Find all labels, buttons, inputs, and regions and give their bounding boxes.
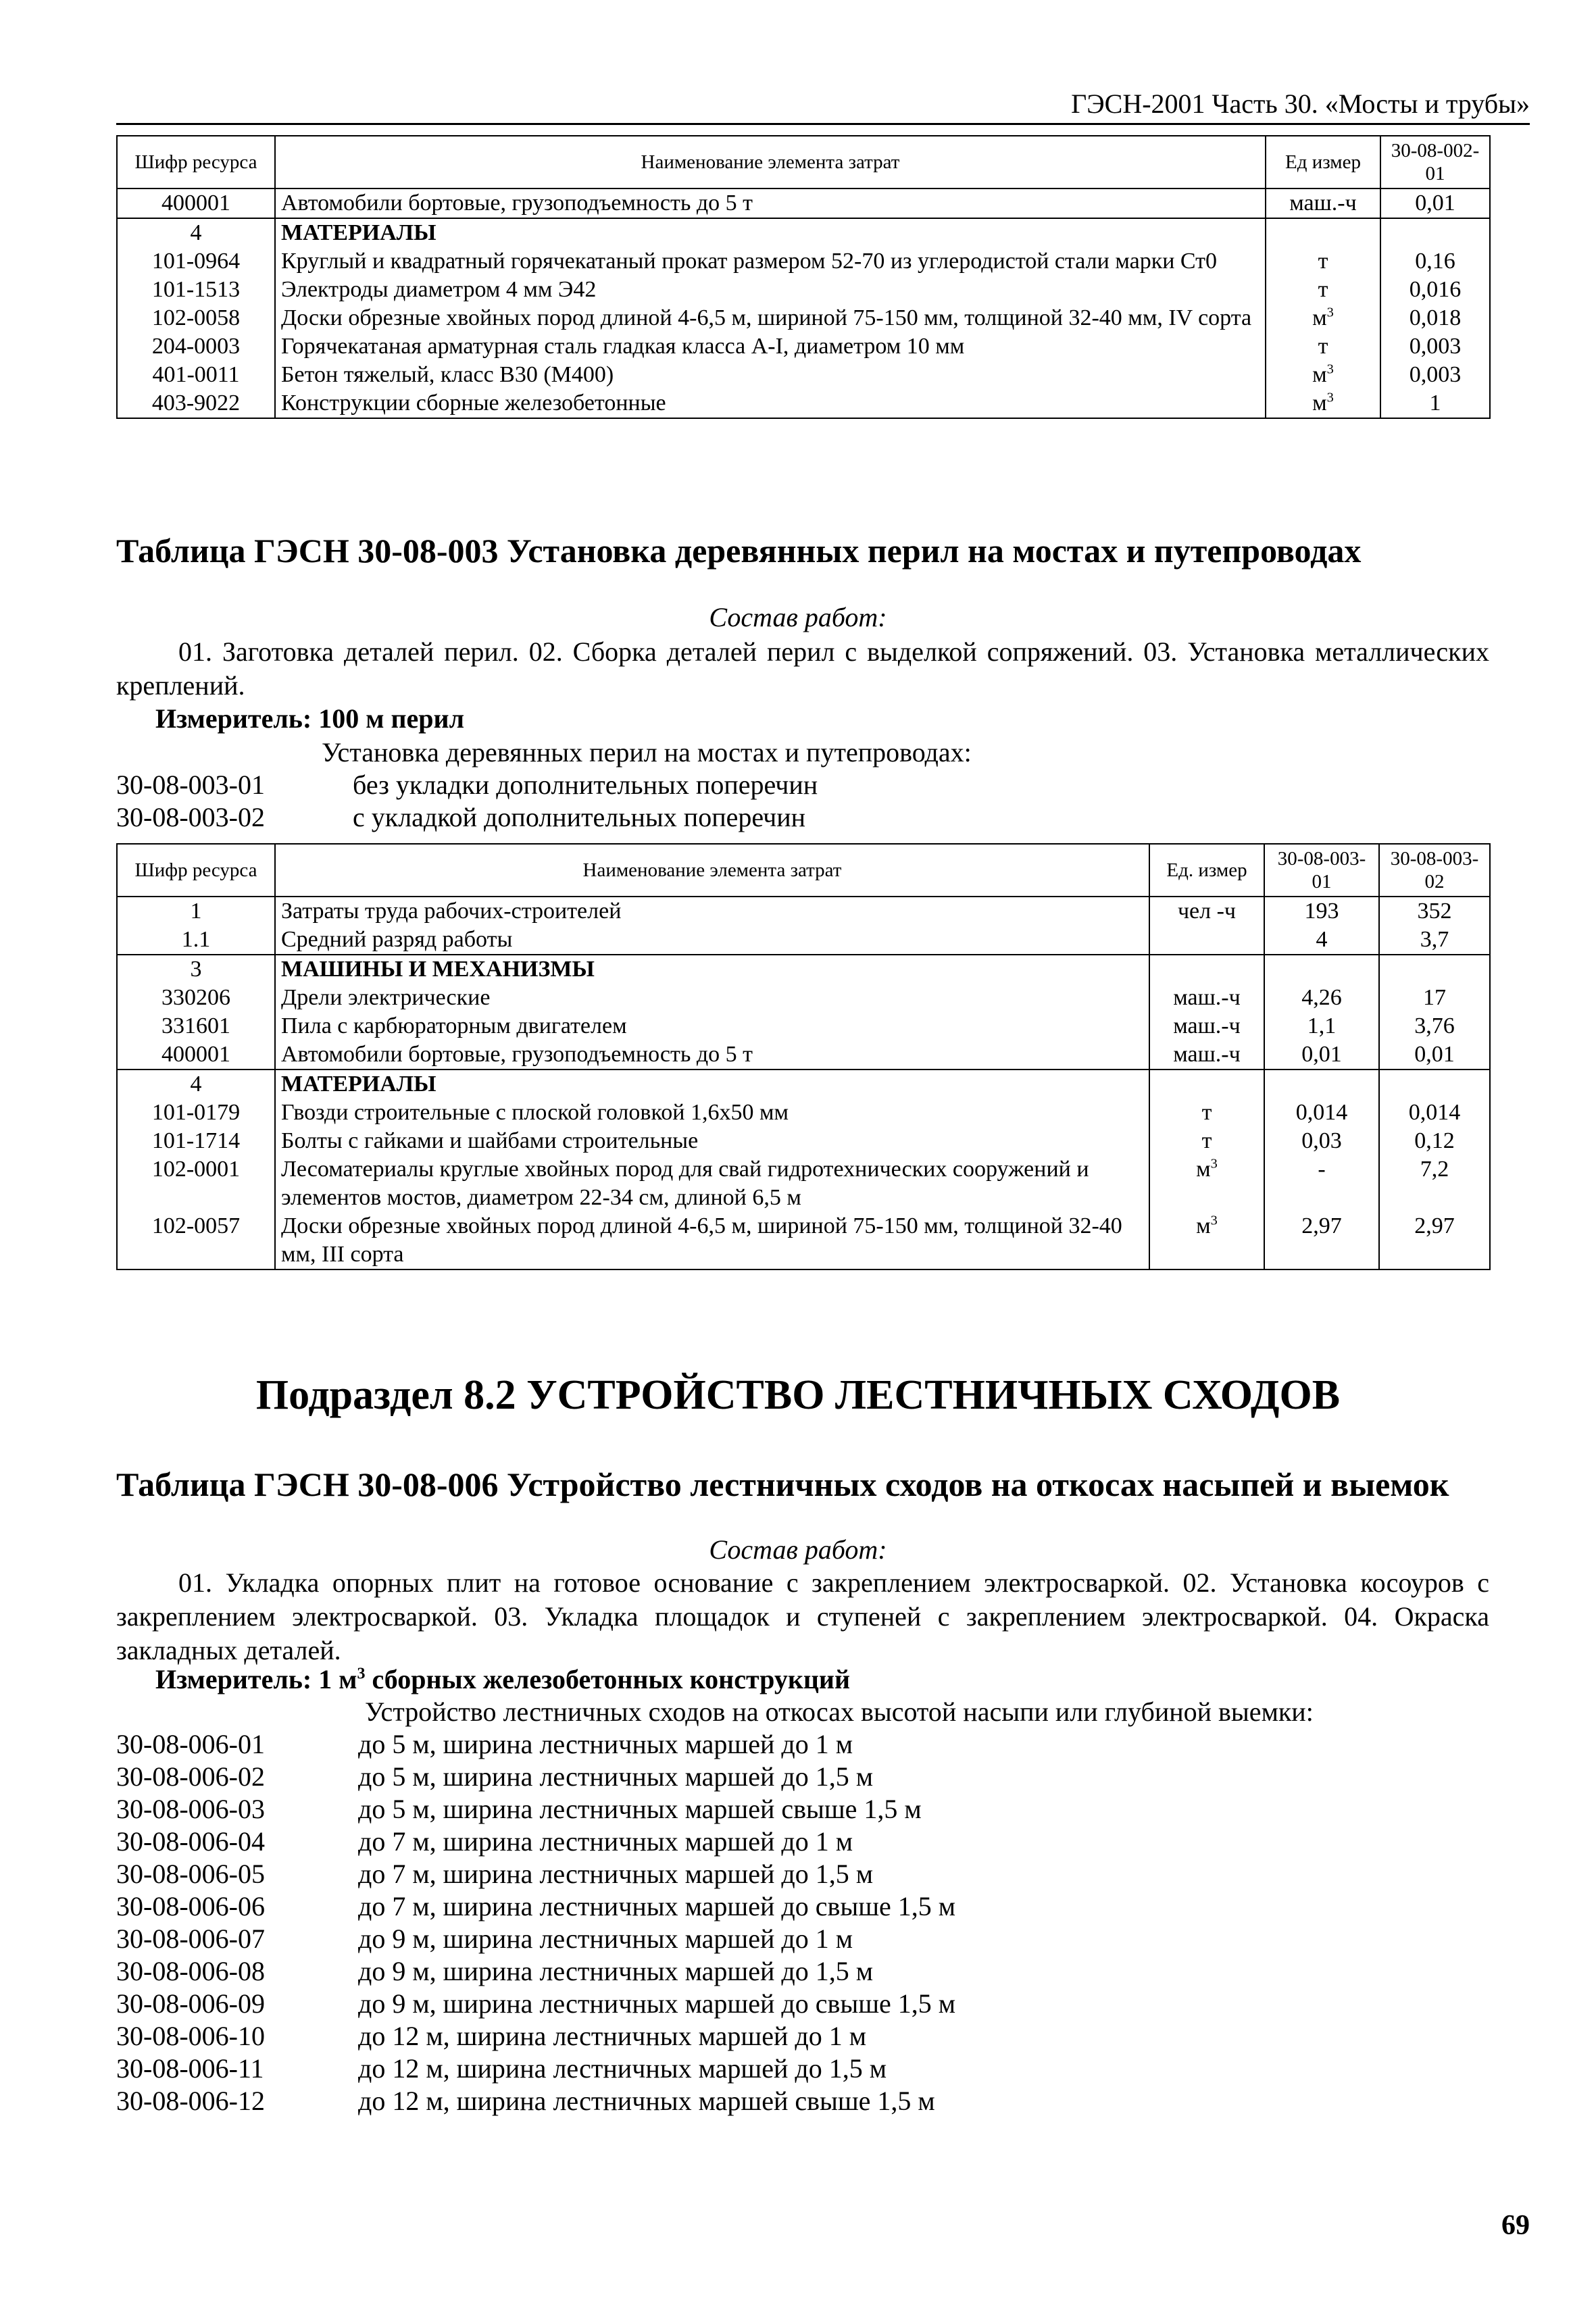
- resource-table-30-08-003: [116, 843, 1491, 1270]
- cell-section-title: МАТЕРИАЛЫ: [275, 1070, 1149, 1099]
- table-section-row: [117, 218, 1490, 247]
- table-title-006: Таблица ГЭСН 30-08-006 Устройство лестничных сходов на откосах насыпей и выемок: [116, 1465, 1449, 1503]
- sostav-label-006: Состав работ:: [709, 1534, 887, 1565]
- cell-unit: т: [1149, 1099, 1264, 1127]
- table-row: [117, 389, 1490, 418]
- subsection-title: Подраздел 8.2 УСТРОЙСТВО ЛЕСТНИЧНЫХ СХОДОВ: [255, 1372, 1341, 1418]
- table-row: [117, 1099, 1490, 1127]
- cell-value-1: 0,01: [1264, 1040, 1379, 1070]
- cell-unit: маш.-ч: [1149, 1012, 1264, 1040]
- cell-resource-name: Средний разряд работы: [275, 926, 1149, 955]
- cell-resource-code: 102-0058: [117, 304, 275, 332]
- cell-resource-name: Автомобили бортовые, грузоподъемность до 5 т: [275, 188, 1266, 218]
- cell-resource-code: 101-0179: [117, 1099, 275, 1127]
- table-row: [117, 304, 1490, 332]
- header-code: Шифр ресурса: [117, 844, 275, 897]
- cell-resource-name: Затраты труда рабочих-строителей: [275, 897, 1149, 926]
- cell-value-1: 0,018: [1380, 304, 1490, 332]
- table-title-003: Таблица ГЭСН 30-08-003 Установка деревянных перил на мостах и путепроводах: [116, 532, 1362, 570]
- sostav-text-006: 01. Укладка опорных плит на готовое основание с закреплением электросваркой. 02. Установка косоуров с закреплением электросваркой. 03. Укладка площадок и ступеней с закреплением электросваркой. 04. Окраска закладных деталей.: [116, 1567, 1489, 1665]
- cell-value-2: [1379, 1070, 1490, 1099]
- cell-resource-code: 101-1714: [117, 1127, 275, 1155]
- cell-value-1: [1264, 1070, 1379, 1099]
- cell-value-1: 0,016: [1380, 276, 1490, 304]
- variant-description: до 7 м, ширина лестничных маршей до 1 м: [358, 1826, 853, 1857]
- variant-description: до 12 м, ширина лестничных маршей до 1,5 м: [358, 2053, 887, 2084]
- cell-resource-name: Лесоматериалы круглые хвойных пород для свай гидротехнических сооружений и элементов мостов, диаметром 22-34 см, длиной 6,5 м: [275, 1155, 1149, 1212]
- cell-resource-code: 400001: [117, 1040, 275, 1070]
- header-col2: 30-08-003-02: [1379, 844, 1490, 897]
- cell-unit: [1149, 955, 1264, 984]
- table-header-row: [117, 844, 1490, 897]
- cell-resource-code: 4: [117, 218, 275, 247]
- cell-value-1: 1: [1380, 389, 1490, 418]
- measure-003: Измеритель: 100 м перил: [155, 703, 465, 734]
- cell-unit: т: [1266, 276, 1380, 304]
- cell-unit: маш.-ч: [1149, 1040, 1264, 1070]
- running-header: ГЭСН-2001 Часть 30. «Мосты и трубы»: [116, 88, 1530, 125]
- header-col1: 30-08-003-01: [1264, 844, 1379, 897]
- cell-resource-code: 330206: [117, 984, 275, 1012]
- cell-resource-code: 102-0057: [117, 1212, 275, 1269]
- table-row: [117, 247, 1490, 276]
- table-section-row: [117, 955, 1490, 984]
- variant-description: до 9 м, ширина лестничных маршей до свыше 1,5 м: [358, 1988, 956, 2019]
- table-row: [117, 1012, 1490, 1040]
- table-row: [117, 1040, 1490, 1070]
- cell-unit: [1149, 926, 1264, 955]
- cell-resource-name: Пила с карбюраторным двигателем: [275, 1012, 1149, 1040]
- cell-value-2: 0,01: [1379, 1040, 1490, 1070]
- header-code: Шифр ресурса: [117, 136, 275, 188]
- cell-value-1: 1,1: [1264, 1012, 1379, 1040]
- cell-value-1: [1380, 218, 1490, 247]
- cell-value-1: 4,26: [1264, 984, 1379, 1012]
- cell-resource-code: 400001: [117, 188, 275, 218]
- variant-description: до 7 м, ширина лестничных маршей до свыше 1,5 м: [358, 1891, 956, 1921]
- cell-value-2: 7,2: [1379, 1155, 1490, 1212]
- cell-value-1: [1264, 955, 1379, 984]
- cell-resource-name: Болты с гайками и шайбами строительные: [275, 1127, 1149, 1155]
- cell-value-2: 0,12: [1379, 1127, 1490, 1155]
- cell-resource-code: 101-0964: [117, 247, 275, 276]
- table-row: [117, 276, 1490, 304]
- resource-table-30-08-002: [116, 135, 1491, 419]
- variant-code: 30-08-006-07: [116, 1923, 265, 1954]
- header-unit: Ед измер: [1266, 136, 1380, 188]
- cell-value-2: 2,97: [1379, 1212, 1490, 1269]
- table-header-row: [117, 136, 1490, 188]
- cell-resource-code: 204-0003: [117, 332, 275, 361]
- variant-code: 30-08-006-02: [116, 1761, 265, 1792]
- cell-resource-name: Доски обрезные хвойных пород длиной 4-6,5 м, шириной 75-150 мм, толщиной 32-40 мм, III сорта: [275, 1212, 1149, 1269]
- cell-resource-code: 4: [117, 1070, 275, 1099]
- cell-value-1: 193: [1264, 897, 1379, 926]
- cell-resource-name: Бетон тяжелый, класс В30 (М400): [275, 361, 1266, 389]
- sostav-text-003: 01. Заготовка деталей перил. 02. Сборка деталей перил с выделкой сопряжений. 03. Установка металлических креплений.: [116, 636, 1489, 701]
- cell-unit: маш.-ч: [1266, 188, 1380, 218]
- variant-description: до 7 м, ширина лестничных маршей до 1,5 м: [358, 1859, 874, 1889]
- cell-resource-name: Автомобили бортовые, грузоподъемность до 5 т: [275, 1040, 1149, 1070]
- cell-value-2: 3,76: [1379, 1012, 1490, 1040]
- cell-unit: $м^3$: [1266, 389, 1380, 418]
- cell-value-1: 0,03: [1264, 1127, 1379, 1155]
- variant-description: без укладки дополнительных поперечин: [353, 770, 818, 800]
- table-row: [117, 1127, 1490, 1155]
- page-number: 69: [1501, 2210, 1530, 2241]
- table-row: [117, 332, 1490, 361]
- cell-unit: т: [1149, 1127, 1264, 1155]
- cell-unit: маш.-ч: [1149, 984, 1264, 1012]
- variant-code: 30-08-006-09: [116, 1988, 265, 2019]
- variant-description: до 9 м, ширина лестничных маршей до 1,5 м: [358, 1956, 874, 1986]
- table-row: [117, 361, 1490, 389]
- cell-section-title: МАТЕРИАЛЫ: [275, 218, 1266, 247]
- variant-code: 30-08-006-05: [116, 1859, 265, 1889]
- variant-code: 30-08-006-04: [116, 1826, 265, 1857]
- variant-description: до 12 м, ширина лестничных маршей до 1 м: [358, 2021, 867, 2051]
- header-col1: 30-08-002-01: [1380, 136, 1490, 188]
- cell-value-2: 17: [1379, 984, 1490, 1012]
- cell-value-1: -: [1264, 1155, 1379, 1212]
- cell-unit: $м^3$: [1149, 1212, 1264, 1269]
- variant-description: с укладкой дополнительных поперечин: [353, 802, 806, 832]
- cell-unit: $м^3$: [1149, 1155, 1264, 1212]
- header-name: Наименование элемента затрат: [275, 844, 1149, 897]
- variant-code: 30-08-006-12: [116, 2086, 265, 2116]
- cell-value-1: 0,16: [1380, 247, 1490, 276]
- variant-code: 30-08-006-01: [116, 1729, 265, 1759]
- cell-value-1: 0,014: [1264, 1099, 1379, 1127]
- variant-code: 30-08-003-02: [116, 802, 265, 832]
- cell-unit: $м^3$: [1266, 361, 1380, 389]
- cell-unit: т: [1266, 332, 1380, 361]
- variant-code: 30-08-006-03: [116, 1794, 265, 1824]
- table-row: [117, 188, 1490, 218]
- cell-value-1: 0,003: [1380, 361, 1490, 389]
- cell-resource-code: 401-0011: [117, 361, 275, 389]
- cell-unit: т: [1266, 247, 1380, 276]
- cell-value-2: 0,014: [1379, 1099, 1490, 1127]
- variant-code: 30-08-006-10: [116, 2021, 265, 2051]
- measure-006: Измеритель: 1 $м^3$ сборных железобетонных конструкций: [155, 1664, 851, 1694]
- cell-resource-code: 3: [117, 955, 275, 984]
- cell-resource-code: 1: [117, 897, 275, 926]
- variant-description: до 5 м, ширина лестничных маршей свыше 1,5 м: [358, 1794, 922, 1824]
- table-row: [117, 897, 1490, 926]
- cell-resource-name: Электроды диаметром 4 мм Э42: [275, 276, 1266, 304]
- variant-description: до 9 м, ширина лестничных маршей до 1 м: [358, 1923, 853, 1954]
- intro-003: Установка деревянных перил на мостах и путепроводах:: [322, 737, 972, 768]
- table-row: [117, 1155, 1490, 1212]
- table-row: [117, 1212, 1490, 1269]
- cell-unit: [1266, 218, 1380, 247]
- cell-resource-name: Гвозди строительные с плоской головкой 1,6х50 мм: [275, 1099, 1149, 1127]
- cell-resource-code: 101-1513: [117, 276, 275, 304]
- sostav-label-003: Состав работ:: [709, 602, 887, 632]
- cell-resource-code: 1.1: [117, 926, 275, 955]
- cell-resource-name: Круглый и квадратный горячекатаный прокат размером 52-70 из углеродистой стали марки Ст0: [275, 247, 1266, 276]
- header-name: Наименование элемента затрат: [275, 136, 1266, 188]
- cell-value-1: 0,003: [1380, 332, 1490, 361]
- variant-description: до 5 м, ширина лестничных маршей до 1,5 м: [358, 1761, 874, 1792]
- cell-resource-code: 102-0001: [117, 1155, 275, 1212]
- cell-resource-name: Горячекатаная арматурная сталь гладкая класса А-I, диаметром 10 мм: [275, 332, 1266, 361]
- table-row: [117, 984, 1490, 1012]
- variant-code: 30-08-006-06: [116, 1891, 265, 1921]
- cell-resource-name: Конструкции сборные железобетонные: [275, 389, 1266, 418]
- cell-value-2: [1379, 955, 1490, 984]
- intro-006: Устройство лестничных сходов на откосах высотой насыпи или глубиной выемки:: [365, 1696, 1314, 1727]
- cell-unit: [1149, 1070, 1264, 1099]
- cell-value-2: 352: [1379, 897, 1490, 926]
- cell-resource-code: 403-9022: [117, 389, 275, 418]
- cell-unit: $м^3$: [1266, 304, 1380, 332]
- table-row: [117, 926, 1490, 955]
- cell-value-1: 0,01: [1380, 188, 1490, 218]
- cell-section-title: МАШИНЫ И МЕХАНИЗМЫ: [275, 955, 1149, 984]
- cell-resource-name: Дрели электрические: [275, 984, 1149, 1012]
- variant-description: до 5 м, ширина лестничных маршей до 1 м: [358, 1729, 853, 1759]
- cell-value-1: 2,97: [1264, 1212, 1379, 1269]
- variant-code: 30-08-006-08: [116, 1956, 265, 1986]
- variant-code: 30-08-003-01: [116, 770, 265, 800]
- cell-value-1: 4: [1264, 926, 1379, 955]
- header-unit: Ед. измер: [1149, 844, 1264, 897]
- cell-value-2: 3,7: [1379, 926, 1490, 955]
- cell-unit: чел -ч: [1149, 897, 1264, 926]
- variant-code: 30-08-006-11: [116, 2053, 264, 2084]
- cell-resource-name: Доски обрезные хвойных пород длиной 4-6,5 м, шириной 75-150 мм, толщиной 32-40 мм, IV сорта: [275, 304, 1266, 332]
- table-section-row: [117, 1070, 1490, 1099]
- variant-description: до 12 м, ширина лестничных маршей свыше 1,5 м: [358, 2086, 935, 2116]
- cell-resource-code: 331601: [117, 1012, 275, 1040]
